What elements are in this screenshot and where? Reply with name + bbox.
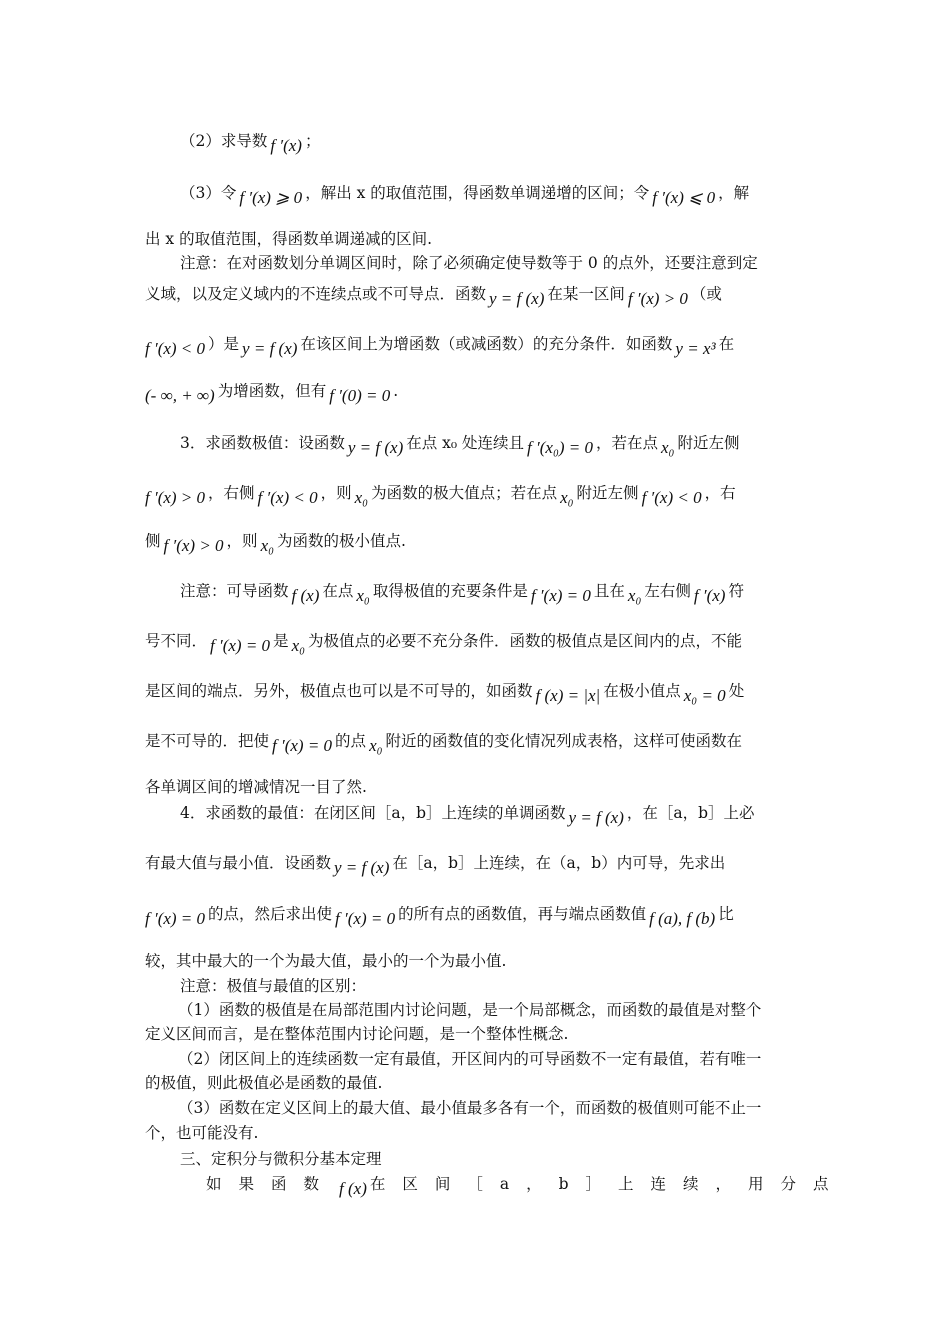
step-3-line (180, 183, 845, 207)
text: ，则 (226, 532, 258, 550)
math-formula: f ′(x) < 0 (145, 339, 206, 358)
text: 注意：极值与最值的区别： (180, 977, 367, 995)
paragraph-line (145, 731, 810, 755)
math-formula: f ′(x) = 0 (272, 736, 333, 755)
text: 处 (728, 682, 745, 700)
math-formula: y = f (x) (334, 858, 390, 877)
paragraph-line (145, 1024, 810, 1044)
text: 3．求函数极值：设函数 (180, 434, 345, 452)
math-formula: f ′(x) (693, 586, 726, 605)
text: 在区间［a，b］上连续，用分点 (369, 1175, 846, 1193)
text: 为极值点的必要不充分条件．函数的极值点是区间内的点，不能 (308, 632, 743, 650)
text: （1）函数的极值是在局部范围内讨论问题，是一个局部概念，而函数的最值是对整个 (178, 1001, 762, 1019)
list-item-3 (178, 1098, 843, 1118)
text: 为函数的极小值点. (277, 532, 406, 550)
math-formula: f (x) (339, 1179, 367, 1198)
text: ，在［a，b］上必 (626, 804, 755, 822)
text: 有最大值与最小值．设函数 (145, 854, 332, 872)
text: ； (304, 132, 321, 150)
text: 是区间的端点．另外，极值点也可以是不可导的，如函数 (145, 682, 533, 700)
text: 在点 (322, 582, 354, 600)
text: 是 (273, 632, 289, 650)
math-formula: f (x) (291, 586, 320, 605)
text: 左右侧 (644, 582, 691, 600)
paragraph-line (145, 1073, 810, 1093)
text: 附近左侧 (576, 484, 639, 502)
math-formula: f (x) = |x| (535, 686, 601, 705)
math-formula: f ′(x₀) = 0 (527, 438, 593, 457)
paragraph-line (145, 853, 810, 877)
text: ，解 (718, 184, 750, 202)
math-formula: y = f (x) (568, 808, 624, 827)
text: 注意：可导函数 (180, 582, 289, 600)
math-formula: x₀ (356, 586, 370, 605)
math-formula: f ′(x) > 0 (627, 289, 688, 308)
text: 定义区间而言，是在整体范围内讨论问题，是一个整体性概念. (145, 1025, 569, 1043)
math-formula: f ′(x) ⩾ 0 (239, 188, 303, 207)
text: 三、定积分与微积分基本定理 (180, 1150, 382, 1168)
step-2-line (180, 131, 845, 155)
text: 在该区间上为增函数（或减函数）的充分条件．如函数 (300, 335, 673, 353)
math-formula: y = f (x) (242, 339, 298, 358)
text: 在 (718, 335, 735, 353)
math-formula: f ′(x) = 0 (530, 586, 591, 605)
text: 是不可导的．把使 (145, 732, 270, 750)
note-line (180, 976, 845, 996)
paragraph-line (145, 381, 810, 405)
math-formula: f ′(x) = 0 (145, 909, 206, 928)
text: （3）令 (180, 184, 237, 202)
text: 的极值，则此极值必是函数的最值. (145, 1074, 383, 1092)
text: ，则 (320, 484, 352, 502)
text: 的点 (335, 732, 367, 750)
text: 为增函数，但有 (217, 382, 327, 400)
math-formula: f (a), f (b) (649, 909, 716, 928)
text: 在［a，b］上连续，在（a，b）内可导，先求出 (392, 854, 726, 872)
section-4-line (180, 803, 845, 827)
list-item-2 (178, 1049, 843, 1069)
math-formula: f ′(0) = 0 (329, 386, 391, 405)
math-formula: f ′(x) ⩽ 0 (652, 188, 716, 207)
text: 在某一区间 (547, 285, 625, 303)
text: ，解出 x 的取值范围，得函数单调递增的区间；令 (305, 184, 650, 202)
math-formula: y = x³ (675, 339, 716, 358)
text: （2）闭区间上的连续函数一定有最值，开区间内的可导函数不一定有最值，若有唯一 (178, 1050, 762, 1068)
math-formula: x₀ (560, 488, 574, 507)
paragraph-line (145, 531, 810, 555)
text: 较，其中最大的一个为最大值，最小的一个为最小值. (145, 952, 507, 970)
section-3-line (180, 433, 845, 457)
text: 附近左侧 (677, 434, 740, 452)
text: 的所有点的函数值，再与端点函数值 (398, 905, 647, 923)
math-formula: f ′(x) (270, 136, 302, 155)
paragraph-line (145, 777, 810, 797)
text: ，若在点 (596, 434, 659, 452)
text: 4．求函数的最值：在闭区间［a，b］上连续的单调函数 (180, 804, 566, 822)
text: 比 (718, 905, 734, 923)
math-formula: f ′(x) > 0 (145, 488, 206, 507)
text: 附近的函数值的变化情况列成表格，这样可使函数在 (385, 732, 743, 750)
text: 如果函数 (206, 1175, 337, 1193)
text: （2）求导数 (180, 132, 268, 150)
list-item-1 (178, 1000, 843, 1020)
math-formula: x₀ (627, 586, 642, 605)
text: 为函数的极大值点；若在点 (371, 484, 558, 502)
paragraph-line (206, 1174, 871, 1198)
math-formula: f ′(x) > 0 (163, 536, 224, 555)
math-formula: x₀ = 0 (683, 686, 726, 705)
paragraph-line (145, 951, 810, 971)
text: 出 x 的取值范围，得函数单调递减的区间. (145, 230, 433, 248)
text: 在点 x₀ 处连续且 (406, 434, 525, 452)
math-formula: x₀ (354, 488, 369, 507)
math-formula: y = f (x) (347, 438, 404, 457)
text: ，右 (704, 484, 736, 502)
text: 侧 (145, 532, 161, 550)
text: （或 (690, 285, 722, 303)
text: 符 (728, 582, 744, 600)
math-formula: f ′(x) = 0 (210, 636, 271, 655)
math-formula: x₀ (661, 438, 675, 457)
text: ，右侧 (208, 484, 255, 502)
text: . (393, 382, 399, 400)
paragraph-line (145, 229, 810, 249)
math-formula: f ′(x) = 0 (335, 909, 396, 928)
paragraph-line (145, 1123, 810, 1143)
math-formula: f ′(x) < 0 (641, 488, 702, 507)
text: 义域，以及定义域内的不连续点或不可导点．函数 (145, 285, 487, 303)
text: 且在 (593, 582, 625, 600)
paragraph-line (145, 334, 810, 358)
text: 个，也可能没有. (145, 1124, 259, 1142)
section-heading (180, 1149, 845, 1169)
math-formula: x₀ (291, 636, 306, 655)
math-formula: x₀ (369, 736, 383, 755)
math-formula: y = f (x) (489, 289, 545, 308)
paragraph-line (145, 631, 810, 655)
text: （3）函数在定义区间上的最大值、最小值最多各有一个，而函数的极值则可能不止一 (178, 1099, 762, 1117)
text: 的点，然后求出使 (208, 905, 333, 923)
text: 取得极值的充要条件是 (372, 582, 528, 600)
text: 各单调区间的增减情况一目了然. (145, 778, 367, 796)
math-formula: (- ∞, + ∞) (145, 386, 215, 405)
paragraph-line (145, 904, 810, 928)
text: 注意：在对函数划分单调区间时，除了必须确定使导数等于 0 的点外，还要注意到定 (180, 254, 758, 272)
text: ）是 (208, 335, 240, 353)
note-line (180, 581, 845, 605)
paragraph-line (145, 483, 810, 507)
paragraph-line (145, 284, 810, 308)
paragraph-line (145, 681, 810, 705)
note-line (180, 253, 845, 273)
text: 在极小值点 (603, 682, 681, 700)
math-formula: x₀ (260, 536, 275, 555)
math-formula: f ′(x) < 0 (257, 488, 318, 507)
text: 号不同． (145, 632, 208, 650)
